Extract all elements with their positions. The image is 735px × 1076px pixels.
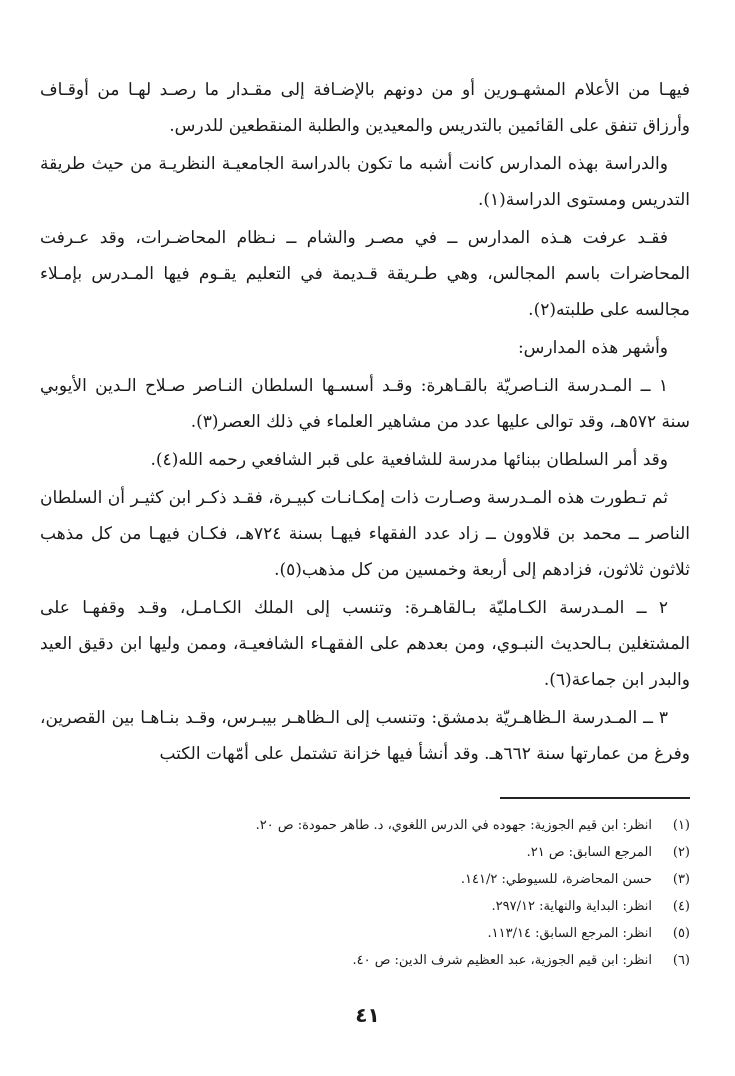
paragraph-2: والدراسة بهذه المدارس كانت أشبه ما تكون بالدراسة الجامعيـة النظريـة من حيث طريقة التدريس ومستوى الدراسة(١). bbox=[40, 154, 690, 210]
footnote-1 bbox=[40, 812, 690, 839]
footnote-text: حسن المحاضرة، للسيوطي: ١٤١/٢. bbox=[460, 872, 652, 887]
paragraph-1: فيهـا من الأعلام المشهـورين أو من دونهم بالإضـافة إلى مقـدار ما رصـد لهـا من أوقـاف وأرزاق تنفق على القائمين بالتدريس والمعيدين والطلبة المنقطعين للدرس. bbox=[40, 80, 690, 136]
paragraph-7: ثم تـطورت هذه المـدرسة وصـارت ذات إمكـانـات كبيـرة، فقـد ذكـر ابن كثيـر أن السلطان الناصر ــ محمد بن قلاوون ــ زاد عدد الفقهاء فيهـا بسنة ٧٢٤هـ، فكـان فيهـا من كل مذهب ثلاثون ثلاثون، فزادهم إلى أربعة وخمسين من كل مذهب(٥). bbox=[40, 488, 690, 580]
footnote-number: (٢) bbox=[672, 845, 690, 860]
footnote-number: (٥) bbox=[672, 926, 690, 941]
page-number: ٤١ bbox=[355, 1003, 380, 1027]
footnote-number: (١) bbox=[672, 818, 690, 833]
footnote-text: انظر: ابن قيم الجوزية: جهوده في الدرس اللغوي، د. طاهر حمودة: ص ٢٠. bbox=[255, 818, 652, 833]
footnote-5 bbox=[40, 920, 690, 947]
footnotes bbox=[40, 812, 690, 974]
page-body bbox=[40, 72, 690, 774]
paragraph-3: فقـد عرفت هـذه المدارس ــ في مصـر والشام ــ نـظام المحاضـرات، وقد عـرفت المحاضرات باسم المجالس، وهي طـريقة قـديمة في التعليم يقـوم فيها المـدرس بإمـلاء مجالسه على طلبته(٢). bbox=[40, 228, 690, 320]
footnote-separator bbox=[500, 797, 690, 799]
footnote-3 bbox=[40, 866, 690, 893]
footnote-number: (٤) bbox=[672, 899, 690, 914]
school-3-zahiriyya: ٣ ــ المـدرسة الـظاهـريّة بدمشق: وتنسب إلى الـظاهـر بيبـرس، وقـد بنـاهـا بين القصرين، وفرغ من عمارتها سنة ٦٦٢هـ. وقد أنشأ فيها خزانة تشتمل على أمّهات الكتب bbox=[40, 708, 690, 764]
footnote-number: (٦) bbox=[672, 953, 690, 968]
paragraph-4: وأشهر هذه المدارس: bbox=[517, 338, 668, 358]
footnote-number: (٣) bbox=[672, 872, 690, 887]
footnote-2 bbox=[40, 839, 690, 866]
footnote-text: انظر: البداية والنهاية: ٢٩٧/١٢. bbox=[491, 899, 652, 914]
footnote-6 bbox=[40, 947, 690, 974]
footnote-text: انظر: المرجع السابق: ١١٣/١٤. bbox=[487, 926, 652, 941]
school-1-nasiriyya: ١ ــ المـدرسة النـاصريّة بالقـاهرة: وقـد أسسـها السلطان النـاصر صـلاح الـدين الأيوبي سنة ٥٧٢هـ، وقد توالى عليها عدد من مشاهير العلماء في ذلك العصر(٣). bbox=[40, 376, 690, 432]
paragraph-6: وقد أمر السلطان ببنائها مدرسة للشافعية على قبر الشافعي رحمه الله(٤). bbox=[150, 450, 668, 470]
footnote-text: انظر: ابن قيم الجوزية، عبد العظيم شرف الدين: ص ٤٠. bbox=[352, 953, 652, 968]
footnote-4 bbox=[40, 893, 690, 920]
school-2-kamiliyya: ٢ ــ المـدرسة الكـامليّة بـالقاهـرة: وتنسب إلى الملك الكـامـل، وقـد وقفهـا على المشتغلين بـالحديث النبـوي، ومن بعدهم على الفقهـاء الشافعيـة، وممن وليها ابن دقيق العيد والبدر ابن جماعة(٦). bbox=[40, 598, 690, 690]
footnote-text: المرجع السابق: ص ٢١. bbox=[526, 845, 652, 860]
